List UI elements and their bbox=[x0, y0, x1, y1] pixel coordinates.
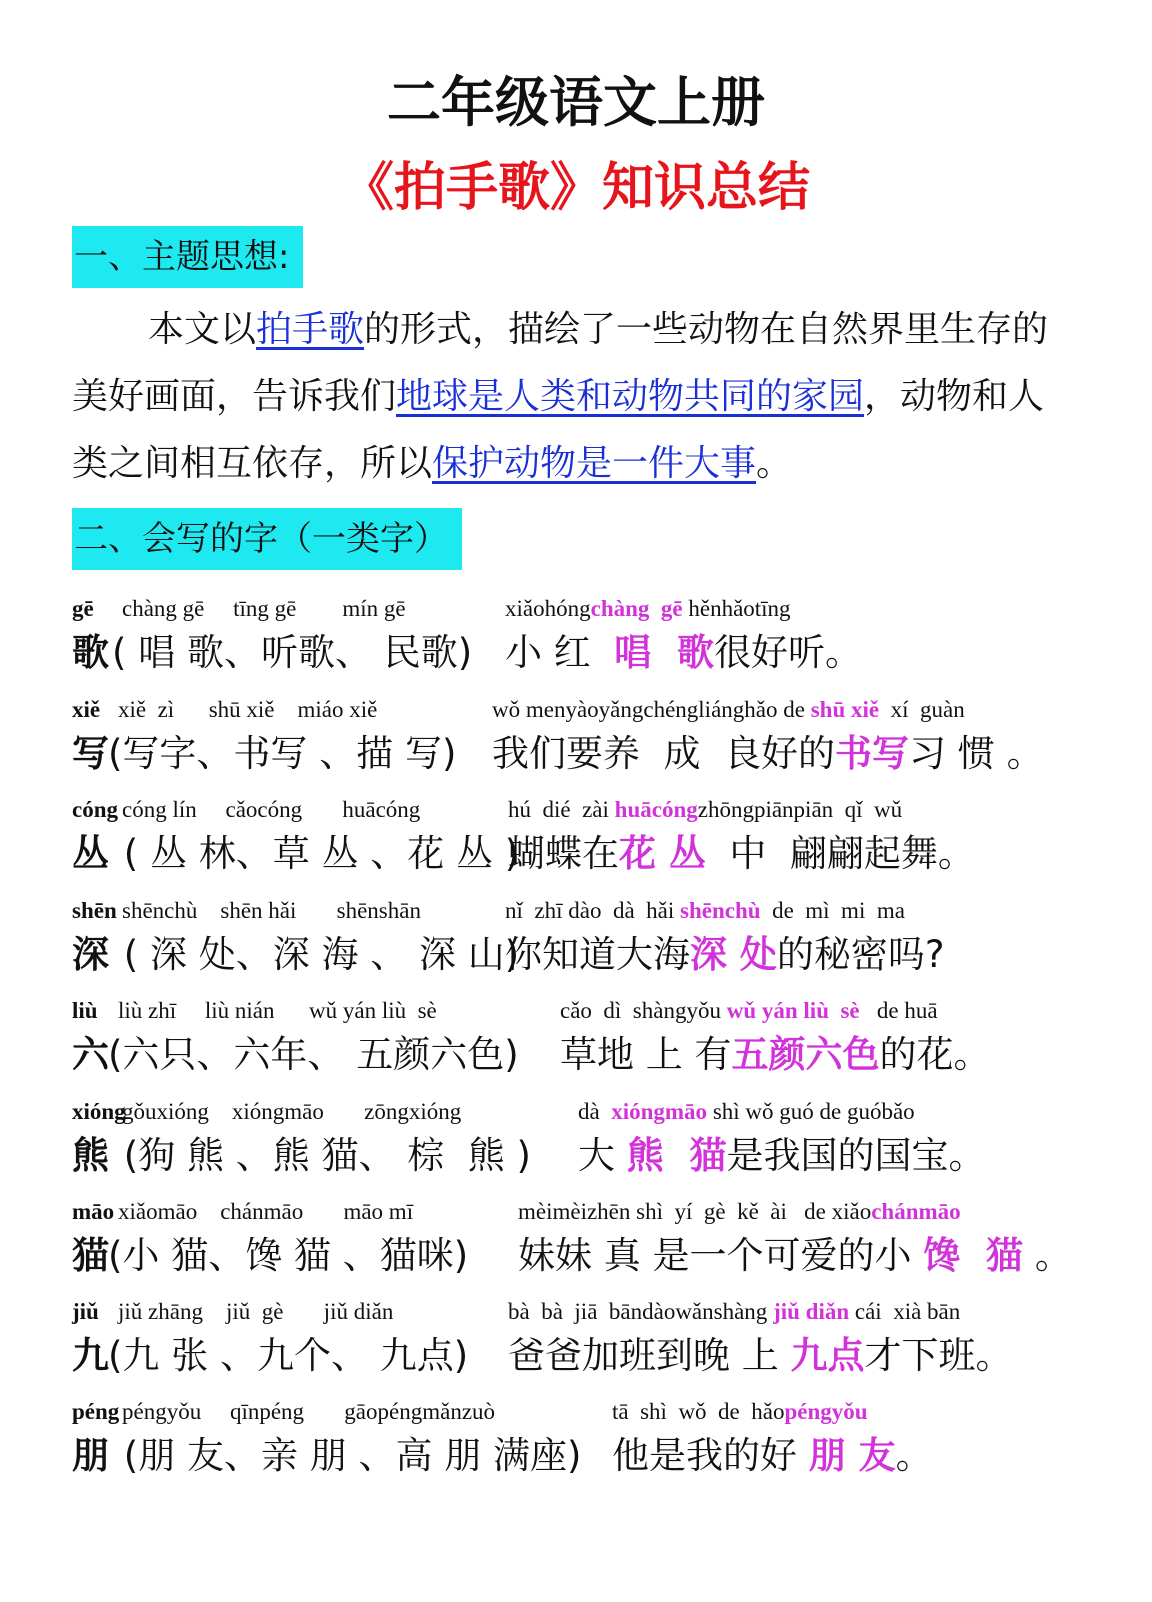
char-glyph: 六 bbox=[72, 1033, 109, 1076]
sentence-pinyin bbox=[505, 898, 905, 924]
character-row bbox=[0, 1399, 1152, 1499]
sentence-text: 大 bbox=[578, 1134, 627, 1177]
sentence-highlight: 唱 歌 bbox=[614, 631, 715, 674]
sentence-pinyin-highlight: chánmāo bbox=[871, 1199, 961, 1224]
char-pinyin: péng bbox=[72, 1399, 120, 1424]
char-glyph: 丛 bbox=[72, 832, 109, 875]
words-pinyin: liù zhī liù nián wǔ yán liù sè bbox=[118, 998, 437, 1023]
theme-text: ，动物和人类之间相互依存，所以 bbox=[72, 376, 1045, 484]
theme-text: 本文以 bbox=[148, 309, 257, 350]
theme-text: 。 bbox=[756, 443, 793, 484]
words-pinyin: cóng lín cǎocóng huācóng bbox=[122, 797, 421, 822]
theme-highlight: 保护动物是一件大事 bbox=[432, 443, 757, 484]
sentence-pinyin-text: dà bbox=[578, 1099, 612, 1124]
char-glyph: 九 bbox=[72, 1334, 109, 1377]
words-hanzi: (朋 友、亲 朋 、高 朋 满座) bbox=[112, 1434, 582, 1477]
sentence-pinyin-highlight: chàng gē bbox=[590, 596, 683, 621]
page-subtitle: 《拍手歌》知识总结 bbox=[341, 158, 810, 218]
char-pinyin: cóng bbox=[72, 797, 118, 822]
sentence-text: 很好听。 bbox=[714, 631, 863, 674]
sentence-pinyin-highlight: huācóng bbox=[614, 797, 698, 822]
sentence-text: 小 红 bbox=[505, 631, 615, 674]
sentence-pinyin-text: nǐ zhī dào dà hǎi bbox=[505, 898, 681, 923]
sentence-text: 他是我的好 bbox=[612, 1434, 809, 1477]
char-glyph: 猫 bbox=[72, 1234, 109, 1277]
words-pinyin: chàng gē tīng gē mín gē bbox=[122, 596, 406, 621]
sentence-highlight: 馋 猫 bbox=[923, 1234, 1024, 1277]
character-row bbox=[0, 998, 1152, 1098]
words-pinyin: péngyǒu qīnpéng gāopéngmǎnzuò bbox=[122, 1399, 496, 1424]
char-glyph: 熊 bbox=[72, 1134, 109, 1177]
char-glyph: 深 bbox=[72, 933, 109, 976]
sentence-pinyin bbox=[578, 1099, 915, 1125]
sentence-highlight: 五颜六色 bbox=[731, 1033, 880, 1076]
words-pinyin: jiǔ zhāng jiǔ gè jiǔ diǎn bbox=[118, 1299, 394, 1324]
sentence-pinyin-text: de huā bbox=[859, 998, 938, 1023]
sentence-highlight: 书写 bbox=[835, 732, 910, 775]
character-row bbox=[0, 1099, 1152, 1199]
char-glyph: 写 bbox=[72, 732, 109, 775]
sentence-text: 。 bbox=[1023, 1234, 1072, 1277]
sentence-text: 爸爸加班到晚 上 bbox=[508, 1334, 791, 1377]
words-hanzi: (小 猫、馋 猫 、猫咪) bbox=[108, 1234, 469, 1277]
sentence-pinyin-text: xí guàn bbox=[879, 697, 965, 722]
sentence-pinyin bbox=[505, 596, 791, 622]
sentence-highlight: 九点 bbox=[790, 1334, 865, 1377]
words-hanzi: ( 深 处、深 海 、 深 山) bbox=[112, 933, 520, 976]
section-heading-theme: 一、主题思想: bbox=[72, 226, 303, 288]
words-hanzi: (狗 熊 、熊 猫、 棕 熊 ) bbox=[112, 1134, 531, 1177]
sentence-text: 习 惯 。 bbox=[909, 732, 1044, 775]
words-hanzi: ( 丛 林、草 丛 、花 丛 ) bbox=[112, 832, 520, 875]
sentence-hanzi bbox=[612, 1425, 933, 1479]
sentence-text: 是我国的国宝。 bbox=[726, 1134, 986, 1177]
sentence-pinyin bbox=[560, 998, 938, 1024]
character-row bbox=[0, 697, 1152, 797]
character-row bbox=[0, 797, 1152, 897]
char-hanzi bbox=[72, 723, 109, 777]
sentence-text: 草地 上 有 bbox=[560, 1033, 732, 1076]
sentence-pinyin-text: xiǎohóng bbox=[505, 596, 591, 621]
char-pinyin: gē bbox=[72, 596, 94, 621]
char-hanzi bbox=[72, 1125, 109, 1179]
sentence-hanzi bbox=[492, 723, 1044, 777]
theme-highlight: 拍手歌 bbox=[256, 309, 365, 350]
sentence-text: 妹妹 真 是一个可爱的小 bbox=[518, 1234, 924, 1277]
sentence-pinyin-text: bà bà jiā bāndàowǎnshàng bbox=[508, 1299, 774, 1324]
sentence-pinyin-text: hěnhǎotīng bbox=[682, 596, 791, 621]
sentence-pinyin-highlight: shū xiě bbox=[810, 697, 880, 722]
sentence-pinyin-highlight: xióngmāo bbox=[611, 1099, 708, 1124]
char-pinyin: shēn bbox=[72, 898, 117, 923]
sentence-text: 才下班。 bbox=[864, 1334, 1013, 1377]
sentence-highlight: 深 处 bbox=[690, 933, 777, 976]
sentence-hanzi bbox=[560, 1024, 991, 1078]
sentence-pinyin bbox=[508, 1299, 960, 1325]
sentence-text: 。 bbox=[895, 1434, 933, 1477]
char-hanzi bbox=[72, 823, 109, 877]
sentence-text: 你知道大海 bbox=[505, 933, 690, 976]
character-row bbox=[0, 1299, 1152, 1399]
words-pinyin: shēnchù shēn hǎi shēnshān bbox=[122, 898, 421, 923]
sentence-pinyin-highlight: shēnchù bbox=[680, 898, 761, 923]
sentence-text: 中 翩翩起舞。 bbox=[705, 832, 975, 875]
character-row bbox=[0, 596, 1152, 696]
character-row bbox=[0, 1199, 1152, 1299]
char-glyph: 朋 bbox=[72, 1434, 109, 1477]
sentence-hanzi bbox=[505, 924, 945, 978]
words-pinyin: gǒuxióng xióngmāo zōngxióng bbox=[122, 1099, 462, 1124]
sentence-highlight: 花 丛 bbox=[619, 832, 706, 875]
sentence-pinyin bbox=[508, 797, 902, 823]
sentence-pinyin bbox=[612, 1399, 868, 1425]
words-pinyin: xiǎomāo chánmāo māo mī bbox=[118, 1199, 414, 1224]
sentence-pinyin-text: wǒ menyàoyǎngchéngliánghǎo de bbox=[492, 697, 811, 722]
words-pinyin: xiě zì shū xiě miáo xiě bbox=[118, 697, 378, 722]
sentence-hanzi bbox=[578, 1125, 986, 1179]
char-hanzi bbox=[72, 1325, 109, 1379]
sentence-pinyin-text: cái xià bān bbox=[849, 1299, 961, 1324]
sentence-hanzi bbox=[508, 1325, 1013, 1379]
sentence-hanzi bbox=[508, 823, 975, 877]
char-hanzi bbox=[72, 622, 109, 676]
sentence-text: 我们要养 成 良好的 bbox=[492, 732, 836, 775]
sentence-pinyin-highlight: wǔ yán liù sè bbox=[726, 998, 860, 1023]
char-hanzi bbox=[72, 1425, 109, 1479]
sentence-pinyin-text: zhōngpiānpiān qǐ wǔ bbox=[697, 797, 903, 822]
sentence-pinyin-text: hú dié zài bbox=[508, 797, 615, 822]
theme-text: 的形式，描绘了一些动物在自然界里生存的美好画面，告诉我们 bbox=[72, 309, 1049, 417]
char-hanzi bbox=[72, 1225, 109, 1279]
sentence-pinyin bbox=[518, 1199, 961, 1225]
sentence-hanzi bbox=[505, 622, 862, 676]
sentence-pinyin-text: de mì mi ma bbox=[760, 898, 905, 923]
sentence-pinyin bbox=[492, 697, 965, 723]
sentence-text: 的花。 bbox=[879, 1033, 991, 1076]
words-hanzi: (六只、六年、 五颜六色) bbox=[108, 1033, 519, 1076]
sentence-text: 的秘密吗? bbox=[776, 933, 945, 976]
char-pinyin: māo bbox=[72, 1199, 115, 1224]
character-row bbox=[0, 898, 1152, 998]
theme-highlight: 地球是人类和动物共同的家园 bbox=[396, 376, 865, 417]
sentence-pinyin-text: mèimèizhēn shì yí gè kě ài de xiǎo bbox=[518, 1199, 872, 1224]
char-pinyin: xióng bbox=[72, 1099, 126, 1124]
char-pinyin: jiǔ bbox=[72, 1299, 99, 1324]
words-hanzi: (九 张 、九个、 九点) bbox=[108, 1334, 469, 1377]
sentence-pinyin-text: tā shì wǒ de hǎo bbox=[612, 1399, 785, 1424]
theme-paragraph bbox=[72, 296, 1062, 497]
sentence-pinyin-text: shì wǒ guó de guóbǎo bbox=[707, 1099, 915, 1124]
sentence-text: 蝴蝶在 bbox=[508, 832, 619, 875]
section-heading-writing: 二、会写的字（一类字） bbox=[72, 508, 462, 570]
sentence-highlight: 朋 友 bbox=[808, 1434, 896, 1477]
sentence-highlight: 熊 猫 bbox=[626, 1134, 727, 1177]
char-hanzi bbox=[72, 1024, 109, 1078]
words-hanzi: (写字、书写 、描 写) bbox=[108, 732, 457, 775]
char-pinyin: xiě bbox=[72, 697, 101, 722]
words-hanzi: ( 唱 歌、听歌、 民歌) bbox=[112, 631, 473, 674]
sentence-pinyin-text: cǎo dì shàngyǒu bbox=[560, 998, 727, 1023]
sentence-pinyin-highlight: péngyǒu bbox=[784, 1399, 868, 1424]
char-pinyin: liù bbox=[72, 998, 98, 1023]
sentence-pinyin-highlight: jiǔ diǎn bbox=[773, 1299, 850, 1324]
char-hanzi bbox=[72, 924, 109, 978]
sentence-hanzi bbox=[518, 1225, 1072, 1279]
page-title: 二年级语文上册 bbox=[387, 71, 765, 134]
char-glyph: 歌 bbox=[72, 631, 109, 674]
